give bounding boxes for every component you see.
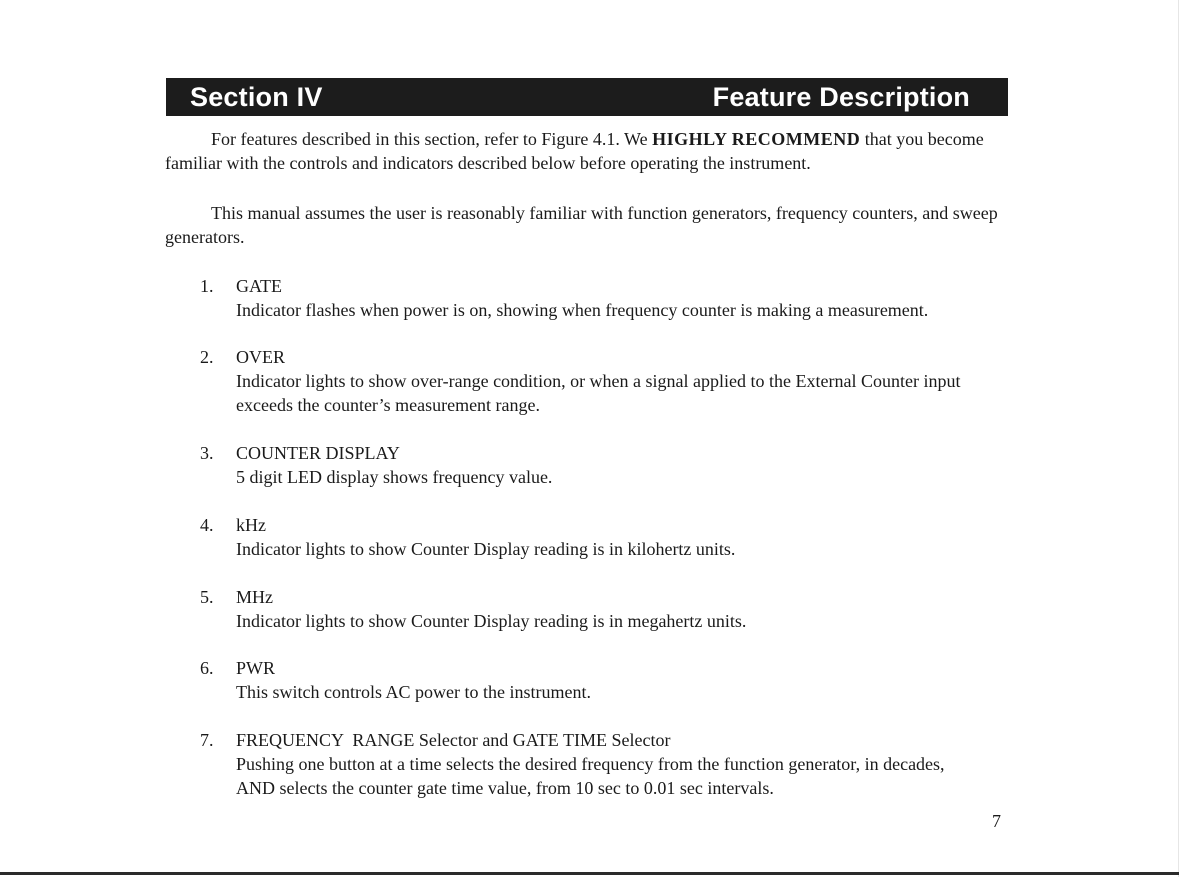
section-label: Section IV bbox=[190, 81, 323, 112]
item-title: GATE bbox=[236, 276, 282, 296]
feature-item-frequency-range bbox=[200, 728, 1000, 800]
item-description: Pushing one button at a time selects the desired frequency from the function generator, in decades, AND selects the counter gate time value, from 10 sec to 0.01 sec intervals. bbox=[236, 754, 945, 798]
item-description: Indicator lights to show Counter Display reading is in megahertz units. bbox=[236, 611, 747, 631]
item-title: COUNTER DISPLAY bbox=[236, 443, 400, 463]
item-number: 7. bbox=[200, 730, 214, 750]
item-description: This switch controls AC power to the instrument. bbox=[236, 682, 591, 702]
intro-paragraph-1 bbox=[165, 127, 1015, 175]
item-number: 3. bbox=[200, 443, 214, 463]
intro-text-start: For features described in this section, refer to Figure 4.1. We bbox=[211, 129, 653, 149]
feature-item-mhz bbox=[200, 585, 1000, 633]
intro-text-end: that you become familiar with the controls and indicators described below before operating the instrument. bbox=[165, 129, 984, 173]
feature-item-gate bbox=[200, 274, 1000, 322]
item-number: 4. bbox=[200, 515, 214, 535]
item-number: 6. bbox=[200, 658, 214, 678]
item-title: FREQUENCY RANGE Selector and GATE TIME Selector bbox=[236, 730, 671, 750]
page-number: 7 bbox=[992, 811, 1001, 831]
intro-emphasis: HIGHLY RECOMMEND bbox=[652, 129, 861, 149]
item-title: MHz bbox=[236, 587, 273, 607]
item-title: OVER bbox=[236, 347, 285, 367]
item-description: 5 digit LED display shows frequency value. bbox=[236, 467, 553, 487]
intro-paragraph-2: This manual assumes the user is reasonably familiar with function generators, frequency counters, and sweep generators. bbox=[165, 203, 998, 247]
item-number: 5. bbox=[200, 587, 214, 607]
section-title: Feature Description bbox=[712, 81, 970, 112]
feature-item-pwr bbox=[200, 656, 1000, 704]
item-title: kHz bbox=[236, 515, 266, 535]
item-description: Indicator lights to show Counter Display reading is in kilohertz units. bbox=[236, 539, 736, 559]
bottom-edge-rule bbox=[0, 872, 1179, 875]
item-description: Indicator flashes when power is on, showing when frequency counter is making a measurement. bbox=[236, 300, 929, 320]
feature-item-khz bbox=[200, 513, 1000, 561]
item-description: Indicator lights to show over-range condition, or when a signal applied to the External Counter input exceeds the counter’s measurement range. bbox=[236, 371, 961, 415]
item-number: 2. bbox=[200, 347, 214, 367]
item-number: 1. bbox=[200, 276, 214, 296]
section-header-bar bbox=[166, 78, 1008, 116]
feature-item-counter-display bbox=[200, 441, 1000, 489]
item-title: PWR bbox=[236, 658, 276, 678]
feature-item-over bbox=[200, 345, 1000, 417]
